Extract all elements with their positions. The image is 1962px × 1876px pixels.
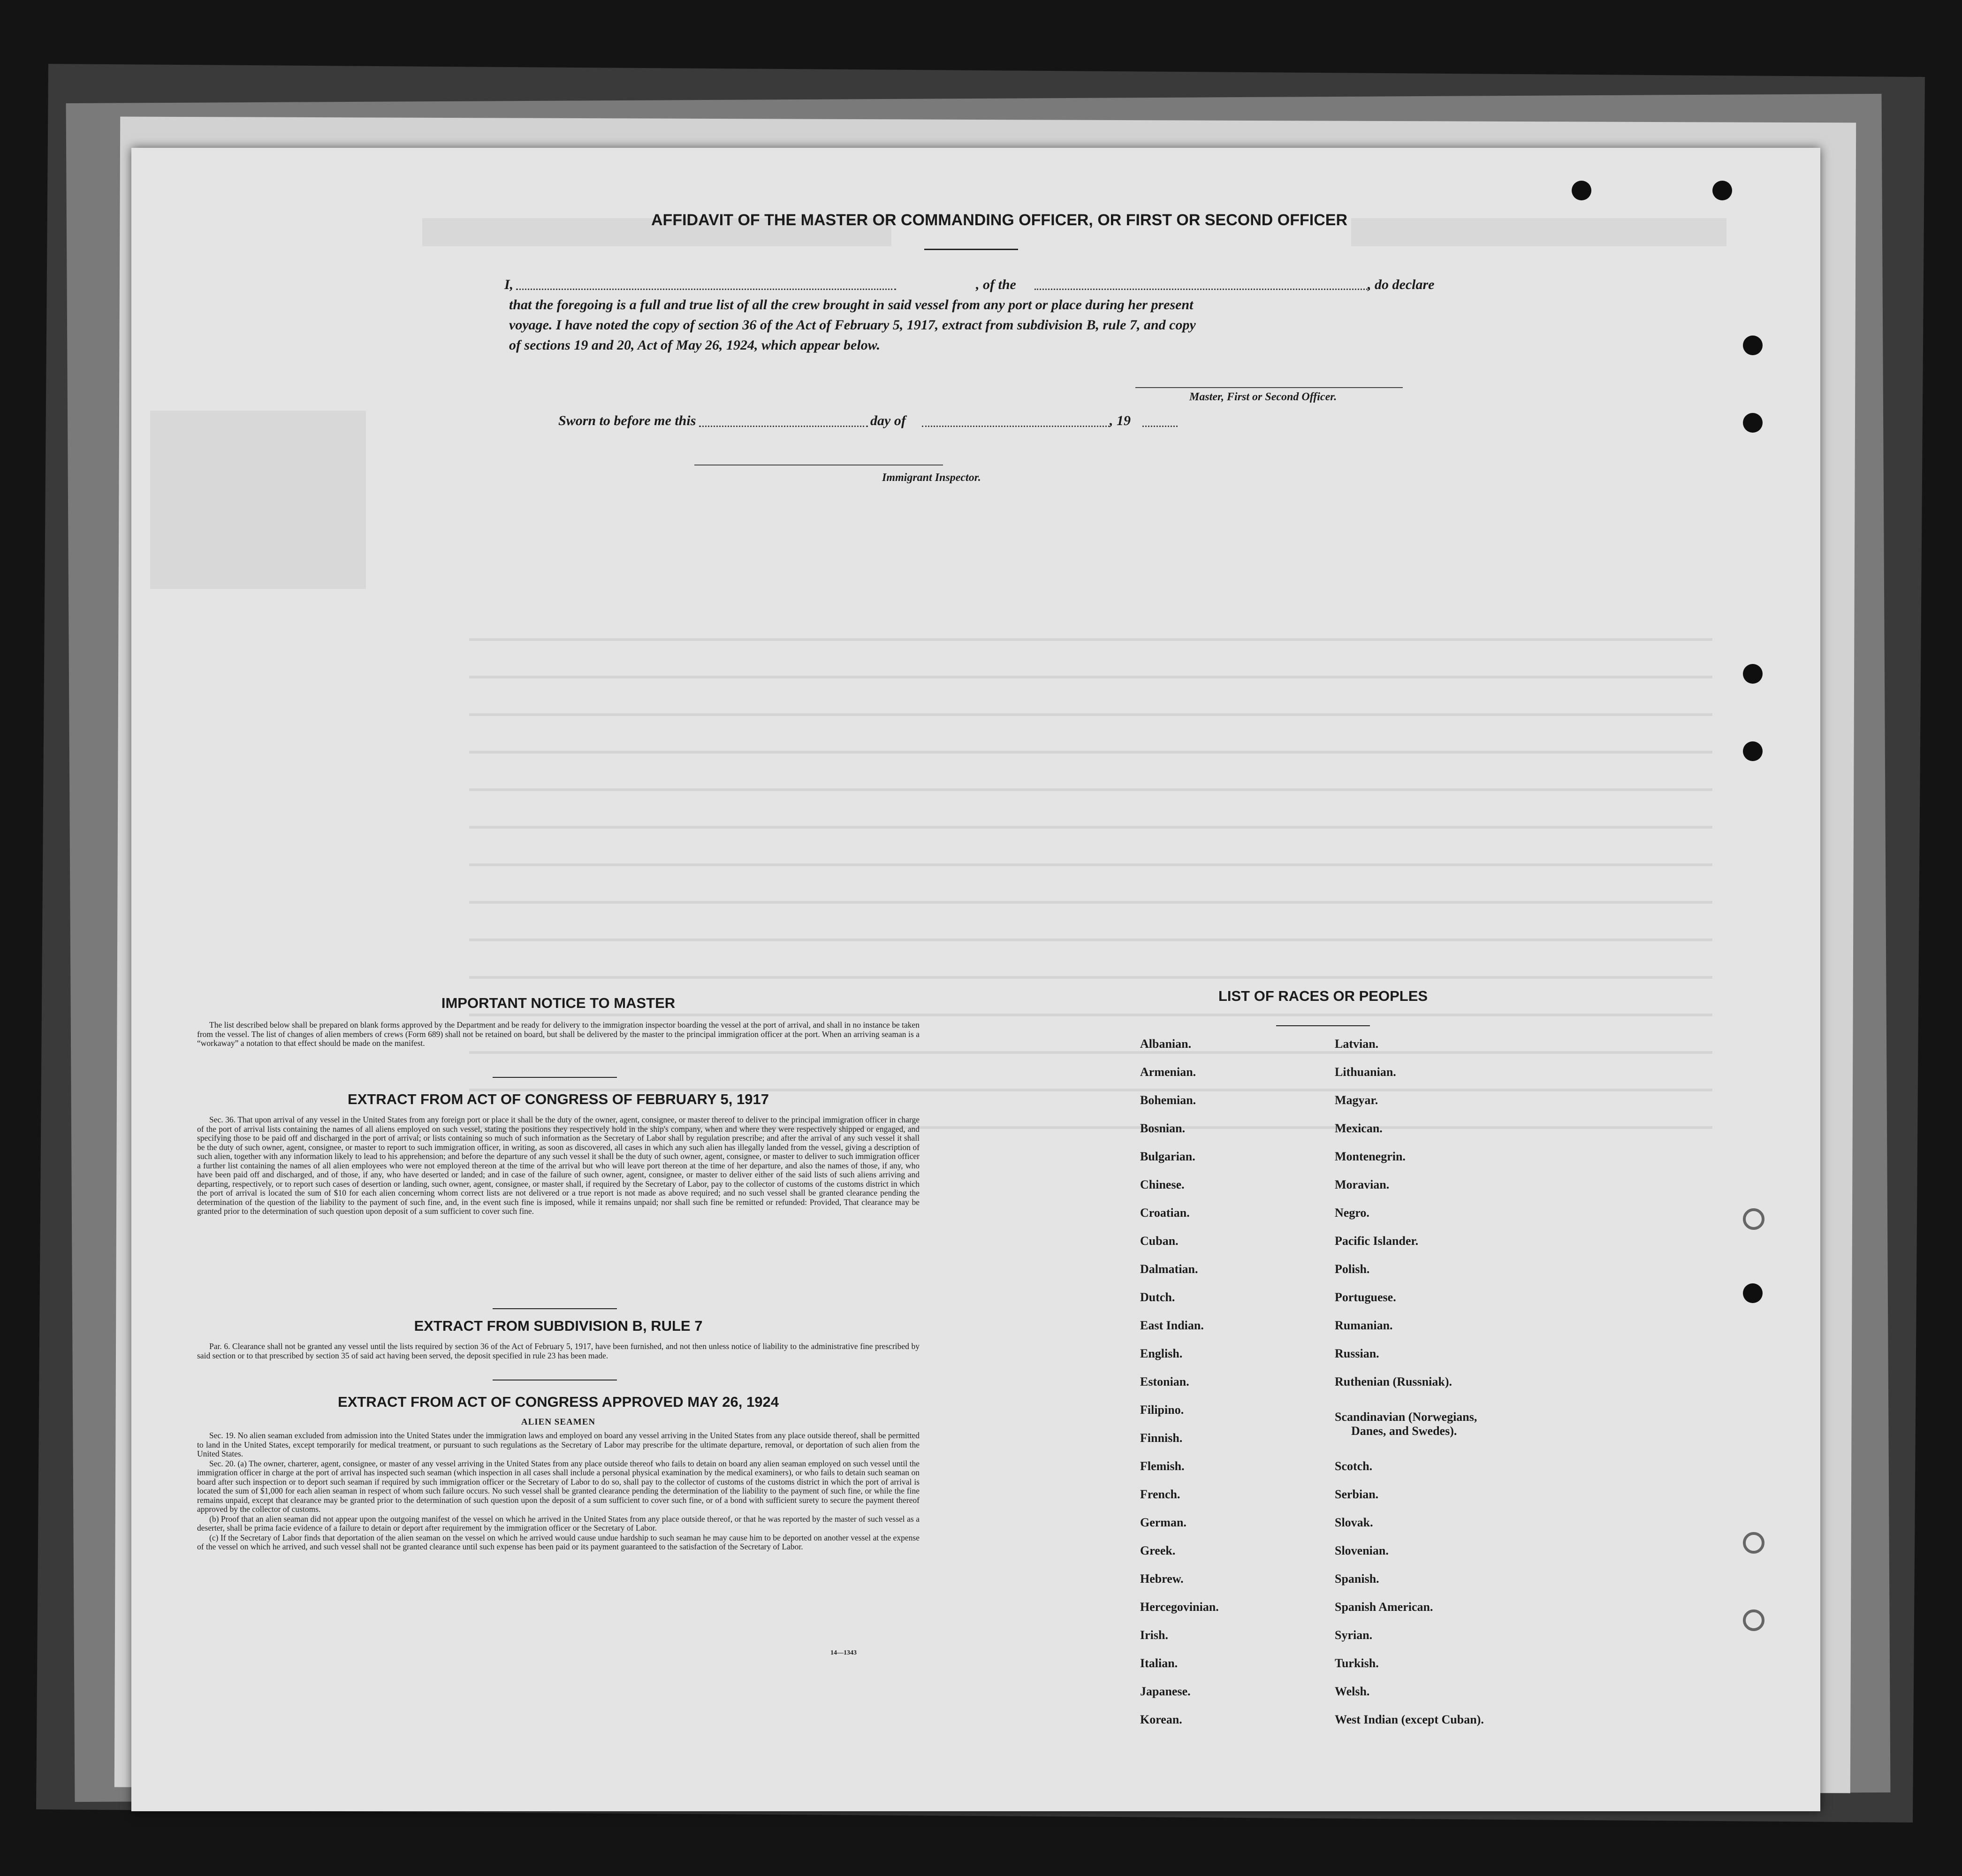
race-item: Dutch.	[1140, 1290, 1175, 1304]
race-item: East Indian.	[1140, 1319, 1204, 1332]
race-item: English.	[1140, 1347, 1183, 1360]
extract-1924-title: EXTRACT FROM ACT OF CONGRESS APPROVED MAY 26, 1924	[338, 1394, 779, 1410]
affidavit-i-label: I,	[504, 277, 514, 292]
form-number: 14—1343	[830, 1649, 857, 1656]
inspector-caption: Immigrant Inspector.	[882, 472, 981, 484]
race-item: Turkish.	[1335, 1656, 1379, 1670]
race-item: Montenegrin.	[1335, 1150, 1406, 1163]
race-item: Irish.	[1140, 1628, 1168, 1642]
affidavit-title: AFFIDAVIT OF THE MASTER OR COMMANDING OFFICER, OR FIRST OR SECOND OFFICER	[651, 211, 1347, 229]
binder-hole	[1743, 1609, 1764, 1631]
bleed-through-background	[131, 148, 1820, 1811]
binder-hole	[1572, 181, 1591, 200]
year-label: , 19	[1110, 413, 1131, 428]
race-item: Scotch.	[1335, 1459, 1373, 1473]
affidavit-line: that the foregoing is a full and true list of all the crew brought in said vessel from any port or place during her present	[509, 297, 1194, 313]
race-item: Italian.	[1140, 1656, 1178, 1670]
race-item: Portuguese.	[1335, 1290, 1396, 1304]
race-item: Croatian.	[1140, 1206, 1190, 1220]
race-item: Moravian.	[1335, 1178, 1390, 1191]
race-item: Albanian.	[1140, 1037, 1192, 1051]
signature-line	[1135, 387, 1403, 388]
race-item: Greek.	[1140, 1544, 1176, 1557]
race-item: Syrian.	[1335, 1628, 1373, 1642]
section-rule	[493, 1077, 617, 1078]
race-item: Lithuanian.	[1335, 1065, 1396, 1079]
race-item: Russian.	[1335, 1347, 1379, 1360]
binder-hole	[1743, 741, 1763, 761]
affidavit-line: of sections 19 and 20, Act of May 26, 1924, which appear below.	[509, 337, 881, 353]
race-item: Bohemian.	[1140, 1093, 1196, 1107]
year-blank	[1142, 426, 1178, 427]
extract-1924-text: Sec. 19. No alien seaman excluded from admission into the United States under the immigration laws and employed on board any vessel arriving in the United States from any place outside thereof, shall be permitted to land in the United States, except temporarily for medical treatment, or pursuant to such regulations as the Secretary of Labor may prescribe for the ultimate departure, removal, or deportation of such alien from the United States. Sec. 20. (a) The owner, charterer, agent, consignee, or master of any vessel arriving in the United States from any place outside thereof who fails to detain on board any alien seaman employed on such vessel until the immigration officer in charge at the port of arrival has inspected such seaman (which inspection in all cases shall include a personal physical examination by the medical examiners), or who fails to detain such seaman on board after such inspection or to deport such seaman if required by such immigration officer or the Secretary of Labor to do so, shall pay to the collector of customs of the customs district in which the port of arrival is located the sum of $1,000 for each alien seaman in respect of whom such failure occurs. No such vessel shall be granted clearance pending the determination of the liability to the payment of such fine, or while the fine remains unpaid, except that clearance may be granted prior to the determination of such question upon the deposit of a sum sufficient to cover such fine, or of a bond with sufficient surety to secure the payment thereof approved by the collector of customs. (b) Proof that an alien seaman did not appear upon the outgoing manifest of the vessel on which he arrived in the United States from any place outside thereof, or that he was reported by the master of such vessel as a deserter, shall be prima facie evidence of a failure to detain or deport after requirement by the immigration officer or the Secretary of Labor. (c) If the Secretary of Labor finds that deportation of the alien seaman on the vessel on which he arrived would cause undue hardship to such seaman he may cause him to be deported on another vessel at the expense of the vessel on which he arrived, and such vessel shall not be granted clearance until such expense has been paid or its payment guaranteed to the satisfaction of the Secretary of Labor.	[197, 1431, 920, 1551]
race-item: Scandinavian (Norwegians,	[1335, 1410, 1477, 1424]
race-item: Flemish.	[1140, 1459, 1185, 1473]
section-rule	[493, 1308, 617, 1309]
race-item: Hercegovinian.	[1140, 1600, 1219, 1614]
race-item: Korean.	[1140, 1713, 1182, 1726]
race-item: Hebrew.	[1140, 1572, 1184, 1586]
race-item: Armenian.	[1140, 1065, 1196, 1079]
race-item: Ruthenian (Russniak).	[1335, 1375, 1452, 1388]
binder-hole	[1743, 413, 1763, 433]
race-item: Filipino.	[1140, 1403, 1184, 1417]
affidavit-line: voyage. I have noted the copy of section 36 of the Act of February 5, 1917, extract from subdivision B, rule 7, and copy	[509, 317, 1196, 333]
race-item: Cuban.	[1140, 1234, 1179, 1248]
race-item: Magyar.	[1335, 1093, 1378, 1107]
race-item: Latvian.	[1335, 1037, 1379, 1051]
day-of-label: day of	[870, 413, 906, 428]
document-page	[131, 148, 1820, 1811]
race-item: Japanese.	[1140, 1685, 1191, 1698]
race-item: Pacific Islander.	[1335, 1234, 1419, 1248]
race-item: Slovak.	[1335, 1516, 1373, 1529]
title-rule	[924, 249, 1018, 250]
rule7-text: Par. 6. Clearance shall not be granted any vessel until the lists required by section 36 of the Act of February 5, 1917, have been furnished, and not then unless notice of liability to the administrative fine prescribed by said section or to that prescribed by section 35 of said act having been served, the deposit specified in rule 23 has been made.	[197, 1342, 920, 1360]
race-item: Bulgarian.	[1140, 1150, 1195, 1163]
race-item: German.	[1140, 1516, 1186, 1529]
sworn-label: Sworn to before me this	[558, 413, 696, 428]
binder-hole	[1743, 1532, 1764, 1554]
notice-text: The list described below shall be prepared on blank forms approved by the Department and be ready for delivery to the immigration inspector boarding the vessel at the port of arrival, and shall in no instance be taken from the vessel. The list of changes of alien members of crews (Form 689) shall not be retained on board, but shall be delivered by the master to the principal immigration officer at the port. When an arriving seaman is a “workaway” a notation to that effect should be made on the manifest.	[197, 1020, 920, 1048]
races-rule	[1276, 1025, 1370, 1026]
binder-hole	[1743, 1208, 1764, 1230]
race-item: Bosnian.	[1140, 1121, 1186, 1135]
extract-1917-text: Sec. 36. That upon arrival of any vessel in the United States from any foreign port or place it shall be the duty of the owner, agent, consignee, or master thereof to deliver to the principal immigration officer in charge of the port of arrival lists containing the names of all aliens employed on such vessel, stating the positions they respectively hold in the ship's company, when and where they were respectively shipped or engaged, and specifying those to be paid off and discharged in the port of arrival; or lists containing so much of such information as the Secretary of Labor shall by regulation prescribe; and after the arrival of any such vessel it shall be the duty of such owner, agent, consignee, or master to report to such immigration officer, in writing, as soon as discovered, all cases in which any such alien has illegally landed from the vessel, giving a description of such alien, together with any information likely to lead to his apprehension; and before the departure of any such vessel it shall be the duty of such owner, agent, consignee, or master to deliver to such immigration officer a further list containing the names of all alien employees who were not employed thereon at the time of the arrival but who will leave port thereon at the time of her departure, and also the names of those, if any, who have been paid off and discharged, and of those, if any, who have deserted or landed; and in case of the failure of such owner, agent, consignee, or master to deliver either of the said lists of such aliens arriving and departing, respectively, or to report such cases of desertion or landing, such owner, agent, consignee, or master shall, if required by the Secretary of Labor, pay to the collector of customs of the customs district in which the port of arrival is located the sum of $10 for each alien concerning whom correct lists are not delivered or a true report is not made as above required; and no such vessel shall be granted clearance pending the determination of the question of the liability to the payment of such fine, and, in the event such fine is imposed, while it remains unpaid; nor shall such fine be remitted or refunded: Provided, That clearance may be granted prior to the determination of such question upon deposit of a sum sufficient to cover such fine.	[197, 1115, 920, 1216]
race-item: Negro.	[1335, 1206, 1369, 1220]
vessel-blank	[1034, 289, 1370, 290]
notice-title: IMPORTANT NOTICE TO MASTER	[441, 995, 676, 1011]
race-item: Rumanian.	[1335, 1319, 1393, 1332]
binder-hole	[1743, 336, 1763, 355]
race-item: French.	[1140, 1487, 1180, 1501]
rule7-title: EXTRACT FROM SUBDIVISION B, RULE 7	[414, 1318, 703, 1334]
race-item: Chinese.	[1140, 1178, 1185, 1191]
sworn-day-blank	[699, 426, 868, 427]
race-item: Slovenian.	[1335, 1544, 1389, 1557]
affidavit-of-the: , of the	[976, 277, 1016, 292]
race-item: Spanish American.	[1335, 1600, 1433, 1614]
binder-hole	[1743, 664, 1763, 684]
race-item-continuation: Danes, and Swedes).	[1351, 1424, 1457, 1438]
races-title: LIST OF RACES OR PEOPLES	[1218, 988, 1428, 1004]
binder-hole	[1712, 181, 1732, 200]
race-item: Estonian.	[1140, 1375, 1189, 1388]
name-blank	[516, 289, 896, 290]
race-item: Serbian.	[1335, 1487, 1379, 1501]
race-item: Welsh.	[1335, 1685, 1370, 1698]
binder-hole	[1743, 1283, 1763, 1303]
race-item: Spanish.	[1335, 1572, 1379, 1586]
month-blank	[922, 426, 1110, 427]
signature-caption: Master, First or Second Officer.	[1189, 391, 1337, 403]
race-item: Mexican.	[1335, 1121, 1383, 1135]
race-item: Dalmatian.	[1140, 1262, 1198, 1276]
race-item: Finnish.	[1140, 1431, 1183, 1445]
extract-1917-title: EXTRACT FROM ACT OF CONGRESS OF FEBRUARY 5, 1917	[348, 1091, 769, 1107]
affidavit-do-declare: , do declare	[1368, 277, 1435, 292]
alien-seamen-subtitle: ALIEN SEAMEN	[521, 1417, 596, 1427]
race-item: West Indian (except Cuban).	[1335, 1713, 1484, 1726]
race-item: Polish.	[1335, 1262, 1370, 1276]
